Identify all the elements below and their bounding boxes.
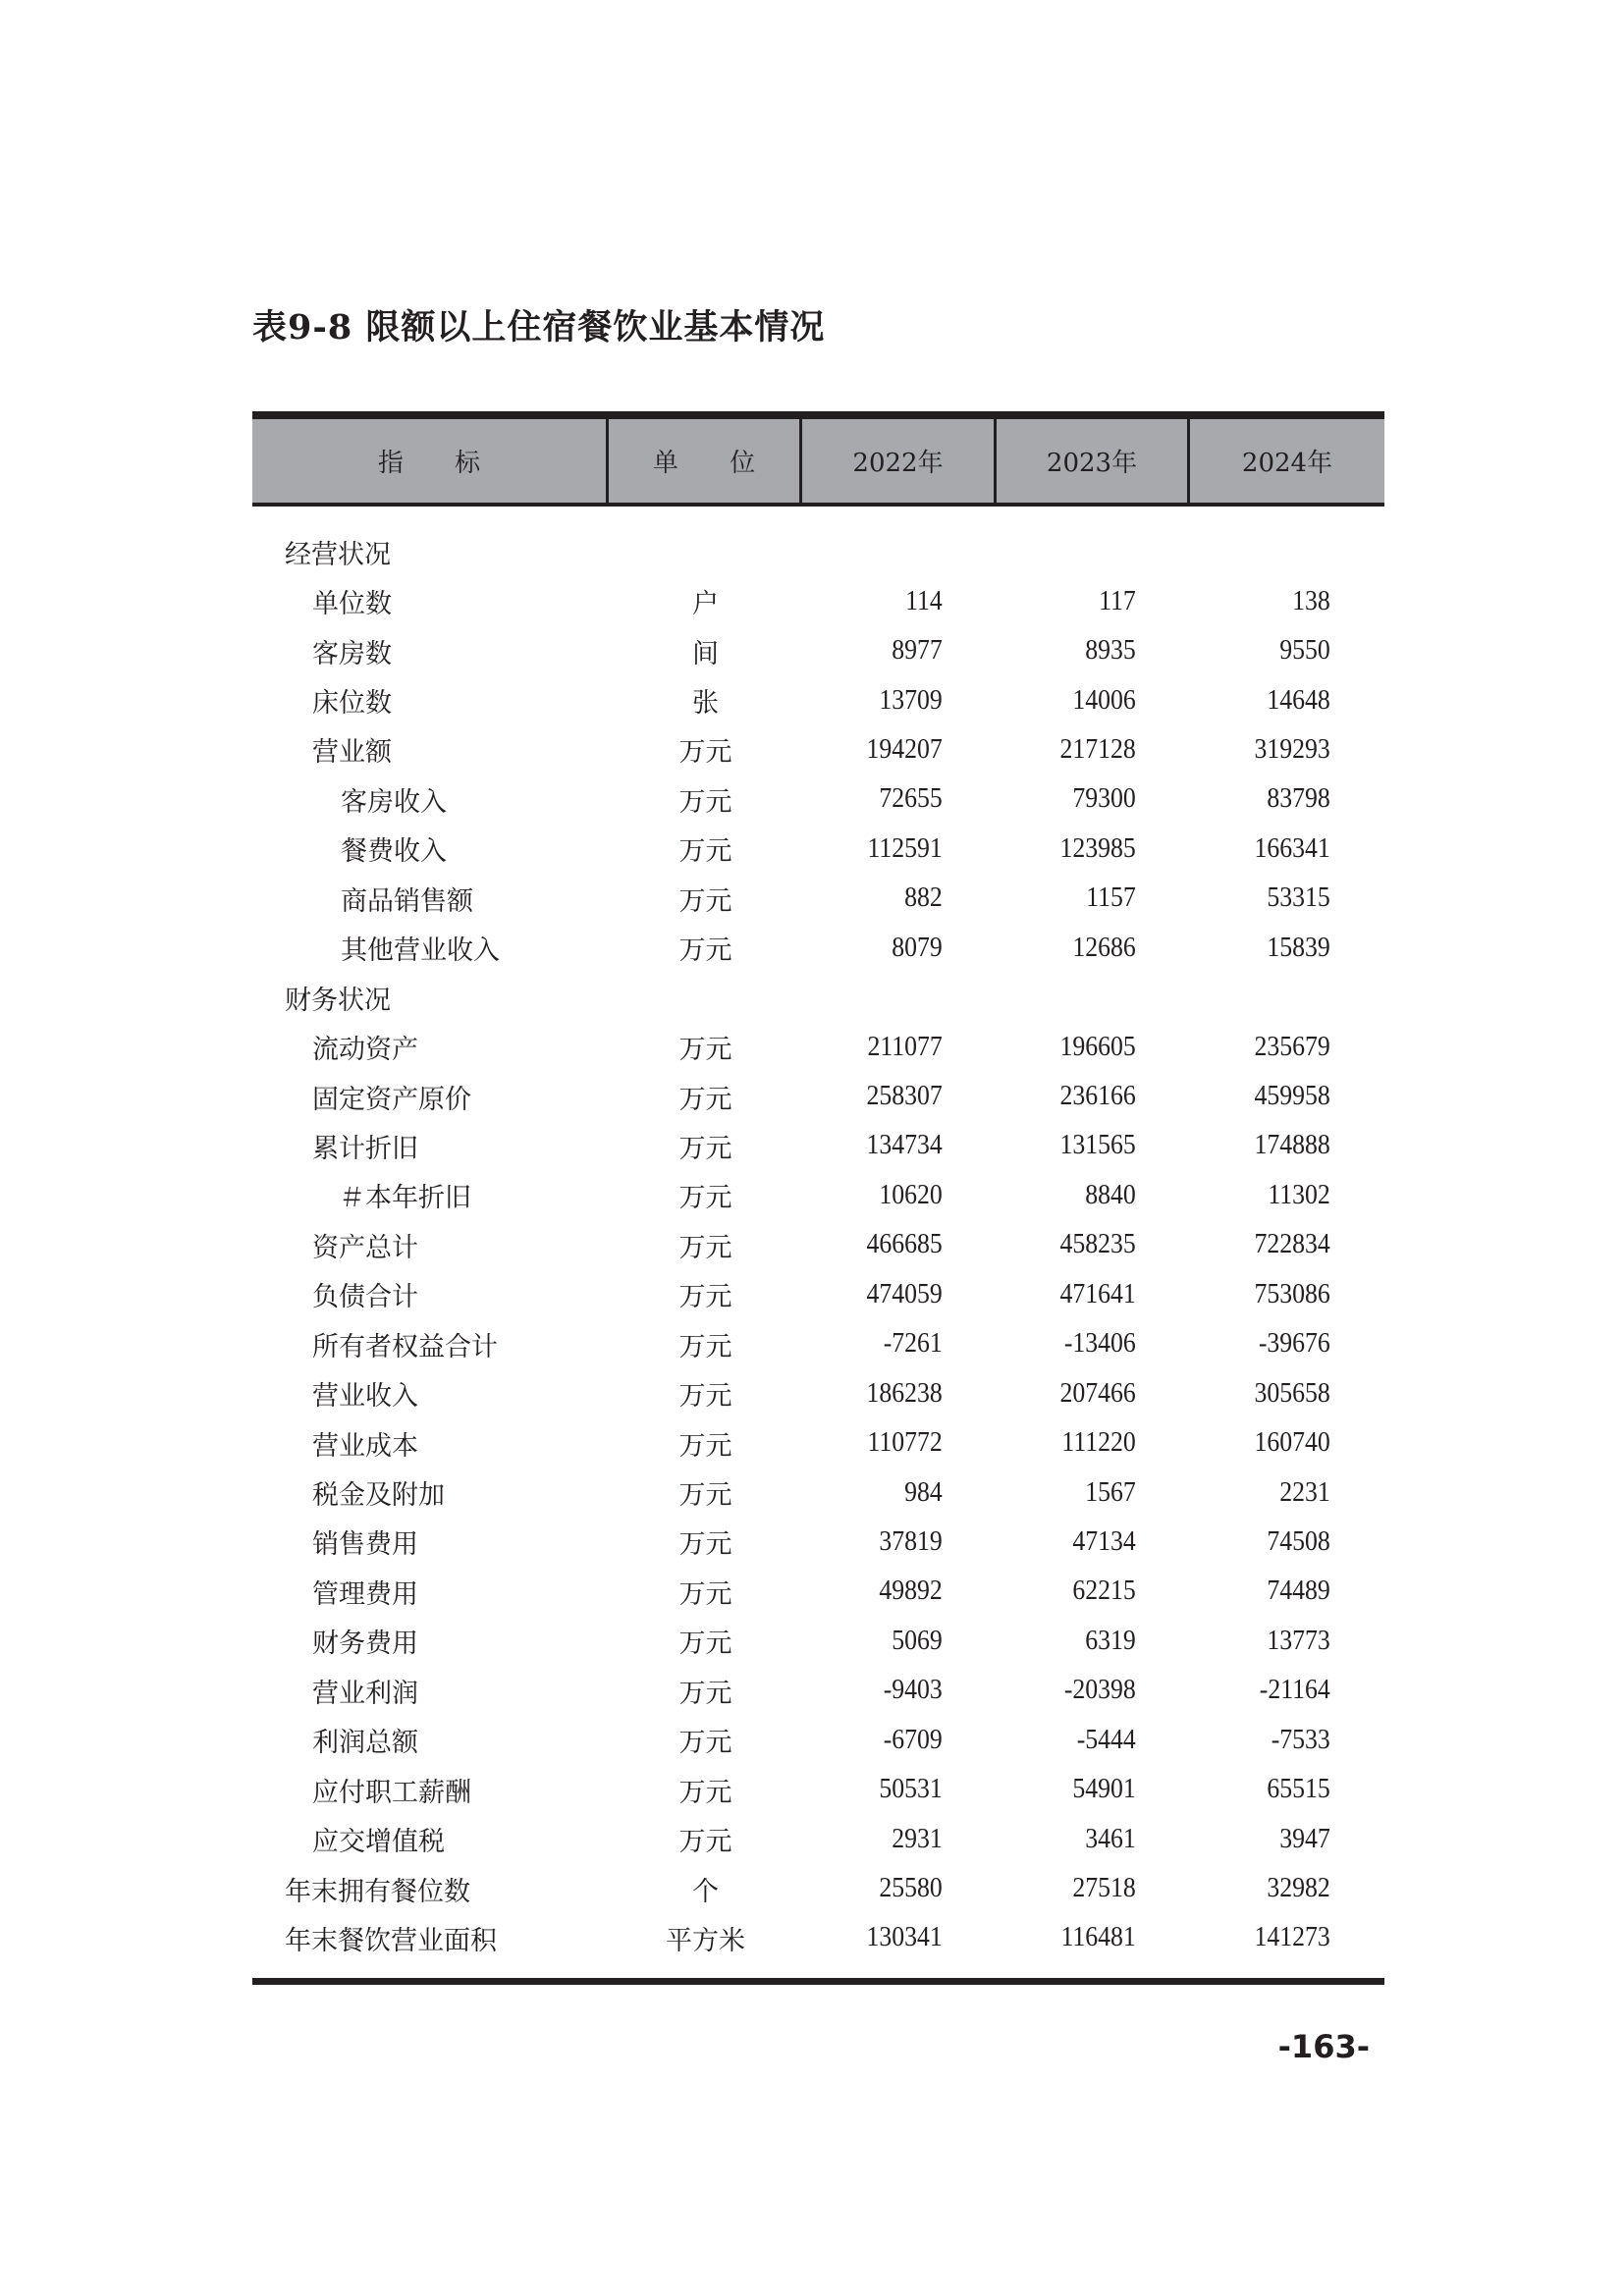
header-2022: 2022年	[802, 419, 997, 503]
row-label: 资产总计	[312, 1232, 418, 1263]
header-indicator: 指 标	[252, 419, 609, 503]
table-row	[252, 1518, 1384, 1567]
table-row	[252, 825, 1384, 874]
table-row	[252, 1121, 1384, 1170]
row-unit: 万元	[678, 1728, 732, 1759]
row-unit: 万元	[678, 737, 732, 769]
table-row	[252, 1913, 1384, 1962]
row-unit: 万元	[678, 1282, 732, 1313]
value-2022: 466685	[866, 1229, 943, 1260]
table-row	[252, 1072, 1384, 1121]
value-2022: 984	[904, 1476, 943, 1508]
row-unit: 户	[692, 589, 719, 620]
value-2024: 74508	[1267, 1525, 1330, 1557]
page-number: -163-	[1277, 2028, 1370, 2065]
value-2022: 13709	[879, 684, 943, 716]
row-unit: 间	[692, 638, 719, 669]
table-row	[252, 1171, 1384, 1220]
row-label: 管理费用	[312, 1578, 418, 1610]
value-2022: -6709	[883, 1724, 943, 1755]
value-2023: 207466	[1059, 1377, 1136, 1409]
row-label: 营业利润	[312, 1678, 418, 1709]
row-label: 所有者权益合计	[312, 1331, 498, 1362]
table-header	[252, 411, 1384, 507]
value-2024: 83798	[1267, 783, 1330, 815]
row-label: 餐费收入	[341, 836, 447, 868]
table-row	[252, 1270, 1384, 1319]
row-label: 经营状况	[285, 539, 391, 570]
value-2022: 194207	[866, 733, 943, 765]
value-2023: -20398	[1063, 1675, 1136, 1706]
row-label: 床位数	[312, 688, 392, 720]
value-2023: 471641	[1059, 1278, 1136, 1309]
value-2023: 116481	[1060, 1922, 1136, 1953]
row-label: 流动资产	[312, 1035, 418, 1066]
row-unit: 万元	[678, 885, 732, 917]
table-row	[252, 874, 1384, 923]
row-unit: 万元	[678, 786, 732, 818]
value-2024: 15839	[1267, 932, 1330, 963]
table-row	[252, 1666, 1384, 1715]
row-unit: 万元	[678, 1777, 732, 1808]
row-unit: 万元	[678, 1084, 732, 1115]
table-row	[252, 1864, 1384, 1913]
row-unit: 万元	[678, 836, 732, 868]
value-2022: 882	[904, 882, 943, 914]
value-2024: 74489	[1267, 1575, 1330, 1607]
value-2024: 319293	[1254, 733, 1330, 765]
row-unit: 万元	[678, 1480, 732, 1512]
row-unit: 万元	[678, 1678, 732, 1709]
value-2024: 2231	[1279, 1476, 1330, 1508]
value-2024: 9550	[1279, 635, 1330, 667]
value-2022: 49892	[879, 1575, 943, 1607]
value-2023: 27518	[1072, 1873, 1136, 1904]
row-unit: 万元	[678, 1529, 732, 1561]
row-label: 年末拥有餐位数	[285, 1876, 470, 1907]
header-2023: 2023年	[997, 419, 1190, 503]
row-unit: 个	[692, 1876, 719, 1907]
value-2022: 8977	[892, 635, 943, 667]
row-label: 应付职工薪酬	[312, 1777, 471, 1808]
value-2024: -21164	[1259, 1675, 1330, 1706]
value-2022: 37819	[879, 1525, 943, 1557]
value-2024: 53315	[1267, 882, 1330, 914]
row-label: 应交增值税	[312, 1827, 445, 1858]
row-label: 营业收入	[312, 1381, 418, 1413]
value-2022: 112591	[867, 832, 943, 864]
value-2024: 235679	[1254, 1031, 1330, 1062]
table-row	[252, 774, 1384, 824]
table-row	[252, 1319, 1384, 1368]
row-label: 财务状况	[285, 985, 391, 1016]
table-row	[252, 924, 1384, 973]
value-2022: 114	[905, 585, 943, 616]
value-2023: 131565	[1059, 1130, 1136, 1161]
value-2022: 10620	[879, 1179, 943, 1210]
row-unit: 万元	[678, 1331, 732, 1362]
row-label: 其他营业收入	[341, 935, 500, 967]
row-label: 累计折旧	[312, 1133, 418, 1164]
row-unit: 万元	[678, 1035, 732, 1066]
row-label: 销售费用	[312, 1529, 418, 1561]
value-2022: 130341	[866, 1922, 943, 1953]
value-2023: 236166	[1059, 1081, 1136, 1112]
value-2023: 54901	[1072, 1774, 1136, 1805]
header-2024: 2024年	[1241, 449, 1333, 478]
table-row	[252, 973, 1384, 1022]
value-2023: 111220	[1061, 1427, 1136, 1459]
row-label: 客房收入	[341, 786, 447, 818]
value-2022: 2931	[892, 1823, 943, 1854]
table-row	[252, 626, 1384, 675]
table-title: 表9-8 限额以上住宿餐饮业基本情况	[252, 307, 826, 347]
value-2023: 3461	[1085, 1823, 1136, 1854]
value-2022: 258307	[866, 1081, 943, 1112]
table-row	[252, 1567, 1384, 1616]
value-2023: 62215	[1072, 1575, 1136, 1607]
row-unit: 万元	[678, 1232, 732, 1263]
table-row	[252, 1617, 1384, 1666]
row-unit: 万元	[678, 1827, 732, 1858]
value-2024: 32982	[1267, 1873, 1330, 1904]
value-2024: -7533	[1271, 1724, 1330, 1755]
row-unit: 万元	[678, 1430, 732, 1462]
value-2022: 25580	[879, 1873, 943, 1904]
value-2023: 123985	[1059, 832, 1136, 864]
value-2022: 72655	[879, 783, 943, 815]
value-2024: 722834	[1254, 1229, 1330, 1260]
table-row	[252, 1814, 1384, 1863]
value-2024: 65515	[1267, 1774, 1330, 1805]
value-2024: 14648	[1267, 684, 1330, 716]
value-2022: 110772	[867, 1427, 943, 1459]
table-row	[252, 675, 1384, 724]
value-2024: 459958	[1254, 1081, 1330, 1112]
value-2022: 8079	[892, 932, 943, 963]
row-unit: 万元	[678, 1381, 732, 1413]
value-2023: 79300	[1072, 783, 1136, 815]
value-2023: 217128	[1059, 733, 1136, 765]
row-label: 利润总额	[312, 1728, 418, 1759]
table-row	[252, 1022, 1384, 1071]
data-table	[252, 411, 1384, 1985]
row-label: ＃本年折旧	[339, 1183, 471, 1214]
table-row	[252, 1368, 1384, 1417]
table-row	[252, 1418, 1384, 1468]
table-row	[252, 725, 1384, 774]
row-unit: 万元	[678, 1629, 732, 1660]
value-2024: 166341	[1254, 832, 1330, 864]
table-row	[252, 1468, 1384, 1517]
value-2022: -9403	[883, 1675, 943, 1706]
value-2022: 474059	[866, 1278, 943, 1309]
value-2024: 3947	[1279, 1823, 1330, 1854]
bottom-rule	[252, 1978, 1384, 1985]
row-label: 客房数	[312, 638, 392, 669]
row-unit: 万元	[678, 1133, 732, 1164]
value-2023: 6319	[1085, 1625, 1136, 1656]
row-label: 财务费用	[312, 1629, 418, 1660]
header-unit: 单 位	[609, 419, 802, 503]
row-label: 负债合计	[312, 1282, 418, 1313]
value-2022: 134734	[866, 1130, 943, 1161]
value-2023: 1157	[1086, 882, 1136, 914]
table-row	[252, 576, 1384, 625]
value-2024: 11302	[1268, 1179, 1330, 1210]
value-2022: -7261	[883, 1328, 943, 1360]
value-2022: 50531	[879, 1774, 943, 1805]
row-unit: 万元	[678, 1578, 732, 1610]
value-2023: 117	[1099, 585, 1136, 616]
value-2022: 5069	[892, 1625, 943, 1656]
value-2024: 160740	[1254, 1427, 1330, 1459]
value-2024: 138	[1292, 585, 1330, 616]
value-2023: 12686	[1072, 932, 1136, 963]
row-label: 固定资产原价	[312, 1084, 471, 1115]
row-label: 年末餐饮营业面积	[285, 1925, 497, 1956]
table-row	[252, 1716, 1384, 1765]
value-2022: 186238	[866, 1377, 943, 1409]
table-body	[252, 507, 1384, 1963]
row-unit: 张	[692, 688, 719, 720]
row-label: 商品销售额	[341, 885, 473, 917]
table-row	[252, 1765, 1384, 1814]
value-2023: 196605	[1059, 1031, 1136, 1062]
row-label: 营业成本	[312, 1430, 418, 1462]
row-label: 税金及附加	[312, 1480, 445, 1512]
value-2023: 1567	[1085, 1476, 1136, 1508]
value-2024: 13773	[1267, 1625, 1330, 1656]
value-2024: 174888	[1254, 1130, 1330, 1161]
value-2023: 8935	[1085, 635, 1136, 667]
value-2023: -5444	[1076, 1724, 1136, 1755]
row-label: 单位数	[312, 589, 392, 620]
value-2024: -39676	[1258, 1328, 1330, 1360]
value-2024: 305658	[1254, 1377, 1330, 1409]
value-2023: 47134	[1072, 1525, 1136, 1557]
value-2023: 8840	[1085, 1179, 1136, 1210]
row-unit: 万元	[678, 1183, 732, 1214]
row-unit: 万元	[678, 935, 732, 967]
value-2023: 458235	[1059, 1229, 1136, 1260]
row-label: 营业额	[312, 737, 392, 769]
value-2024: 141273	[1254, 1922, 1330, 1953]
row-unit: 平方米	[666, 1925, 745, 1956]
value-2023: -13406	[1063, 1328, 1136, 1360]
value-2023: 14006	[1072, 684, 1136, 716]
table-row	[252, 1220, 1384, 1269]
value-2022: 211077	[867, 1031, 943, 1062]
value-2024: 753086	[1254, 1278, 1330, 1309]
table-row	[252, 527, 1384, 576]
